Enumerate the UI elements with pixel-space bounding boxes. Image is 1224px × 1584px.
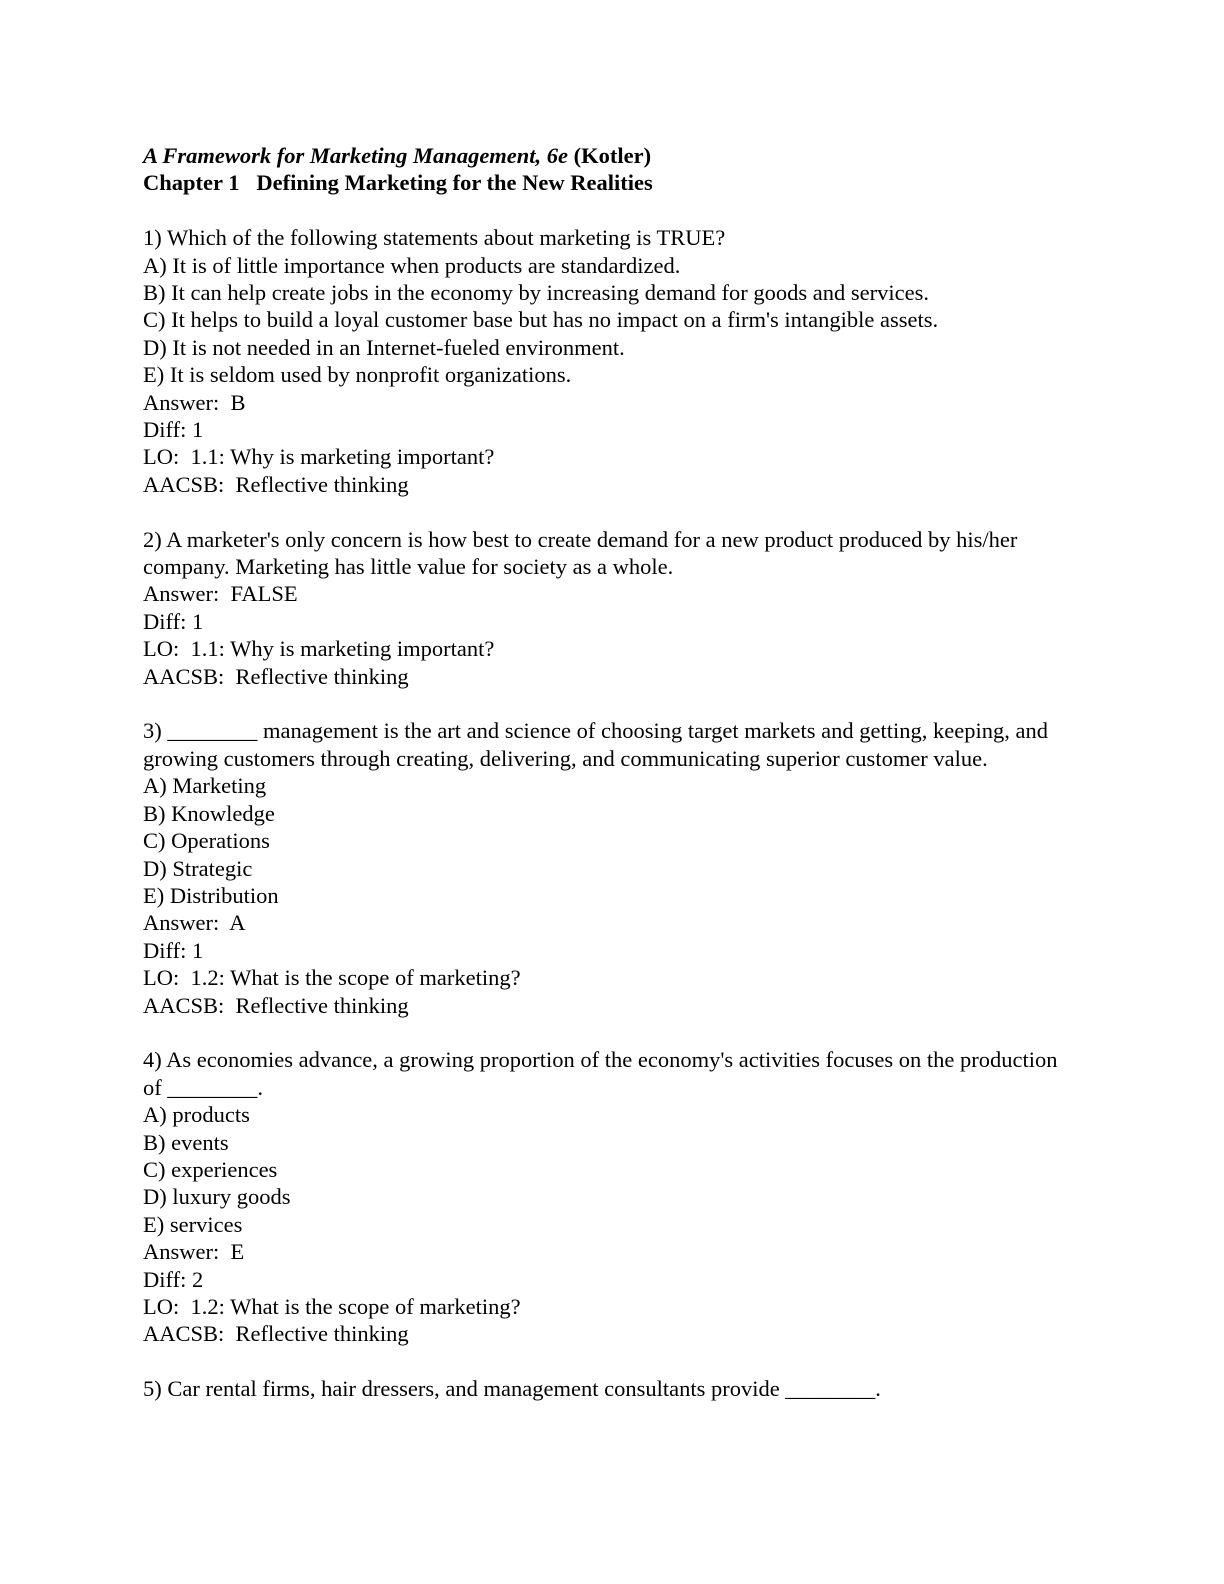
aacsb-line: AACSB: Reflective thinking [143,663,409,689]
option-a: A) It is of little importance when products are standardized. [143,252,681,278]
option-e: E) It is seldom used by nonprofit organizations. [143,362,572,388]
question-5 [143,1375,1224,1402]
book-title-line [143,142,1224,169]
option-d: D) It is not needed in an Internet-fueled environment. [143,334,625,360]
chapter-label: Chapter 1 [143,170,240,196]
option-e: E) services [143,1211,243,1237]
option-a: A) products [143,1102,250,1128]
answer-line: Answer: B [143,389,246,415]
aacsb-line: AACSB: Reflective thinking [143,471,409,497]
learning-objective-line: LO: 1.1: Why is marketing important? [143,444,495,470]
question-1 [143,224,1224,498]
option-b: B) Knowledge [143,800,275,826]
difficulty-line: Diff: 1 [143,937,204,963]
question-4 [143,1046,1224,1347]
difficulty-line: Diff: 2 [143,1266,204,1292]
question-2 [143,526,1224,690]
option-c: C) Operations [143,828,270,854]
learning-objective-line: LO: 1.2: What is the scope of marketing? [143,1294,521,1319]
option-b: B) It can help create jobs in the economy by increasing demand for goods and services. [143,280,929,306]
learning-objective-line: LO: 1.2: What is the scope of marketing? [143,965,521,991]
aacsb-line: AACSB: Reflective thinking [143,992,409,1018]
book-title: A Framework for Marketing Management, 6e [143,143,569,168]
option-b: B) events [143,1129,229,1155]
question-stem: 2) A marketer's only concern is how best to create demand for a new product produced by his/her company. Marketing has little value for society as a whole. [143,526,1018,580]
question-3 [143,717,1224,1018]
book-author: (Kotler) [573,143,652,168]
option-d: D) Strategic [143,855,253,881]
difficulty-line: Diff: 1 [143,608,204,634]
difficulty-line: Diff: 1 [143,417,204,443]
option-e: E) Distribution [143,882,279,908]
option-a: A) Marketing [143,773,267,799]
option-c: C) experiences [143,1156,278,1182]
document-header [143,142,1224,197]
option-c: C) It helps to build a loyal customer base but has no impact on a firm's intangible assets. [143,307,939,333]
chapter-title-line [143,169,1224,196]
answer-line: Answer: A [143,910,246,936]
answer-line: Answer: E [143,1239,245,1265]
question-stem: 4) As economies advance, a growing proportion of the economy's activities focuses on the production of ________. [143,1047,1058,1100]
answer-line: Answer: FALSE [143,581,298,607]
learning-objective-line: LO: 1.1: Why is marketing important? [143,636,495,662]
chapter-title: Defining Marketing for the New Realities [256,170,653,196]
question-stem: 3) ________ management is the art and science of choosing target markets and getting, keeping, and growing customers through creating, delivering, and communicating superior customer value. [143,718,1048,771]
question-stem: 5) Car rental firms, hair dressers, and management consultants provide ________. [143,1376,881,1402]
aacsb-line: AACSB: Reflective thinking [143,1321,409,1347]
option-d: D) luxury goods [143,1184,291,1210]
question-stem: 1) Which of the following statements about marketing is TRUE? [143,225,726,251]
